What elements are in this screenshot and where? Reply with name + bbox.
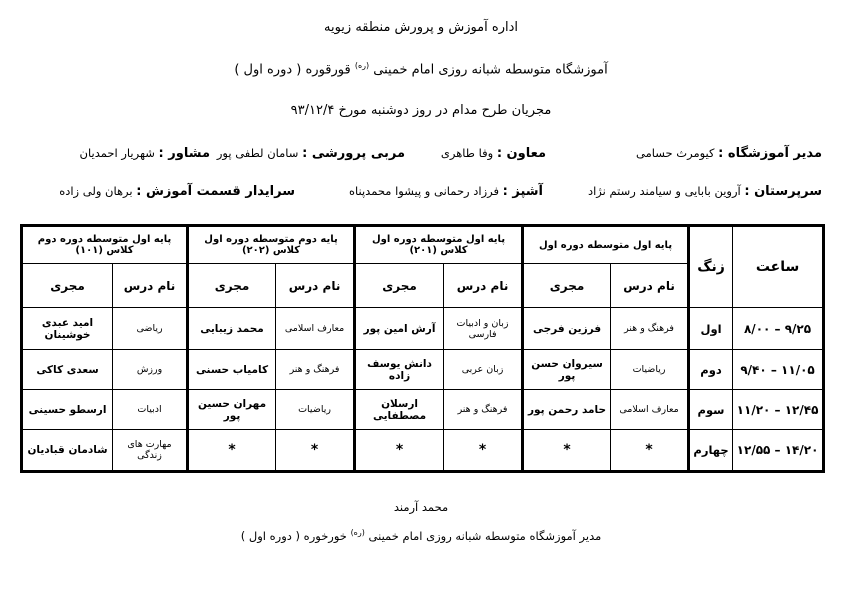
lesson-cell: ریاضی: [113, 308, 188, 350]
educator-value: سامان لطفی پور: [216, 146, 299, 160]
supervisors-label: سرپرستان :: [744, 184, 822, 199]
time-cell: ۸/۰۰ – ۹/۲۵: [733, 308, 824, 350]
time-cell: ۱۲/۵۵ – ۱۴/۲۰: [733, 430, 824, 472]
lesson-cell: فرهنگ و هنر: [611, 308, 689, 350]
group-header-row: [22, 226, 824, 264]
lesson-header: نام درس: [444, 264, 523, 308]
exec-header: مجری: [523, 264, 611, 308]
exec-header: مجری: [22, 264, 113, 308]
cook-label: آشپز :: [502, 184, 543, 199]
signature-title-sup: (ره): [350, 528, 365, 537]
counselor-label: مشاور :: [158, 146, 210, 161]
exec-cell: حامد رحمن پور: [523, 390, 611, 430]
lesson-cell: زبان و ادبیات فارسی: [444, 308, 523, 350]
counselor-value: شهریار احمدیان: [79, 146, 155, 160]
signature-title-pre: مدیر آموزشگاه متوسطه شبانه روزی امام خمینی: [368, 528, 602, 543]
exec-cell: محمد زیبایی: [188, 308, 276, 350]
lesson-cell: *: [276, 430, 355, 472]
office-title: اداره آموزش و پرورش منطقه زیویه: [324, 20, 518, 35]
lesson-header: نام درس: [113, 264, 188, 308]
time-cell: ۱۱/۲۰ – ۱۲/۴۵: [733, 390, 824, 430]
exec-cell: ارسطو حسینی: [22, 390, 113, 430]
lesson-header: نام درس: [276, 264, 355, 308]
lesson-cell: ادبیات: [113, 390, 188, 430]
counselor-info: [80, 146, 210, 161]
lesson-cell: معارف اسلامی: [611, 390, 689, 430]
signature-title-post: خورخوره ( دوره اول ): [240, 528, 347, 543]
educator-info: [217, 146, 405, 161]
plan-title: مجریان طرح مدام در روز دوشنبه مورخ ۹۳/۱۲/۴: [290, 103, 552, 118]
exec-cell: امید عبدی خوشینان: [22, 308, 113, 350]
bell-cell: دوم: [689, 350, 733, 390]
bell-cell: سوم: [689, 390, 733, 430]
deputy-value: وفا طاهری: [440, 146, 494, 160]
janitor-info: [59, 184, 295, 199]
signature-title: [0, 528, 842, 543]
supervisors-value: آروین بابایی و سیامند رستم نژاد: [587, 184, 741, 198]
lesson-cell: ورزش: [113, 350, 188, 390]
exec-header: مجری: [188, 264, 276, 308]
deputy-info: [441, 146, 546, 161]
lesson-cell: ریاضیات: [276, 390, 355, 430]
cook-value: فرزاد رحمانی و پیشوا محمدپناه: [348, 184, 499, 198]
lesson-cell: فرهنگ و هنر: [444, 390, 523, 430]
exec-cell: *: [188, 430, 276, 472]
lesson-cell: مهارت های زندگی: [113, 430, 188, 472]
table-row: [22, 350, 824, 390]
exec-cell: دانش یوسف زاده: [355, 350, 444, 390]
schedule-table: [20, 224, 825, 473]
table-row: [22, 308, 824, 350]
lesson-cell: فرهنگ و هنر: [276, 350, 355, 390]
educator-label: مربی پرورشی :: [302, 146, 405, 161]
principal-label: مدیر آموزشگاه :: [718, 146, 822, 161]
principal-value: کیومرث حسامی: [636, 146, 715, 160]
exec-cell: مهران حسین پور: [188, 390, 276, 430]
exec-cell: سعدی کاکی: [22, 350, 113, 390]
time-header: ساعت: [733, 226, 824, 308]
time-cell: ۹/۴۰ – ۱۱/۰۵: [733, 350, 824, 390]
exec-cell: شادمان قبادیان: [22, 430, 113, 472]
lesson-cell: *: [444, 430, 523, 472]
supervisors-info: [588, 184, 822, 199]
janitor-value: برهان ولی زاده: [59, 184, 133, 198]
table-row: [22, 390, 824, 430]
group-header-1: پایه اول متوسطه دوره اول: [523, 226, 689, 264]
group-header-2: پایه اول متوسطه دوره اول کلاس (۲۰۱): [355, 226, 523, 264]
lesson-cell: زبان عربی: [444, 350, 523, 390]
lesson-header: نام درس: [611, 264, 689, 308]
school-title-pre: آموزشگاه متوسطه شبانه روزی امام خمینی: [373, 62, 608, 78]
school-title: [0, 61, 842, 77]
exec-cell: سیروان حسن پور: [523, 350, 611, 390]
exec-cell: ارسلان مصطفایی: [355, 390, 444, 430]
bell-cell: چهارم: [689, 430, 733, 472]
exec-cell: *: [355, 430, 444, 472]
exec-cell: *: [523, 430, 611, 472]
signature-name: محمد آرمند: [393, 500, 449, 514]
exec-header: مجری: [355, 264, 444, 308]
deputy-label: معاون :: [496, 146, 546, 161]
exec-cell: کامیاب حسنی: [188, 350, 276, 390]
lesson-cell: معارف اسلامی: [276, 308, 355, 350]
exec-cell: فرزین فرجی: [523, 308, 611, 350]
bell-header: زنگ: [689, 226, 733, 308]
exec-cell: آرش امین پور: [355, 308, 444, 350]
group-header-3: پایه دوم متوسطه دوره اول کلاس (۲۰۲): [188, 226, 355, 264]
janitor-label: سرایدار قسمت آموزش :: [136, 184, 295, 199]
lesson-cell: *: [611, 430, 689, 472]
school-title-sup: (ره): [354, 61, 370, 70]
bell-cell: اول: [689, 308, 733, 350]
principal-info: [636, 146, 822, 161]
cook-info: [349, 184, 543, 199]
school-title-post: قورقوره ( دوره اول ): [234, 62, 351, 78]
lesson-cell: ریاضیات: [611, 350, 689, 390]
group-header-4: پایه اول متوسطه دوره دوم کلاس (۱۰۱): [22, 226, 188, 264]
table-row: [22, 430, 824, 472]
